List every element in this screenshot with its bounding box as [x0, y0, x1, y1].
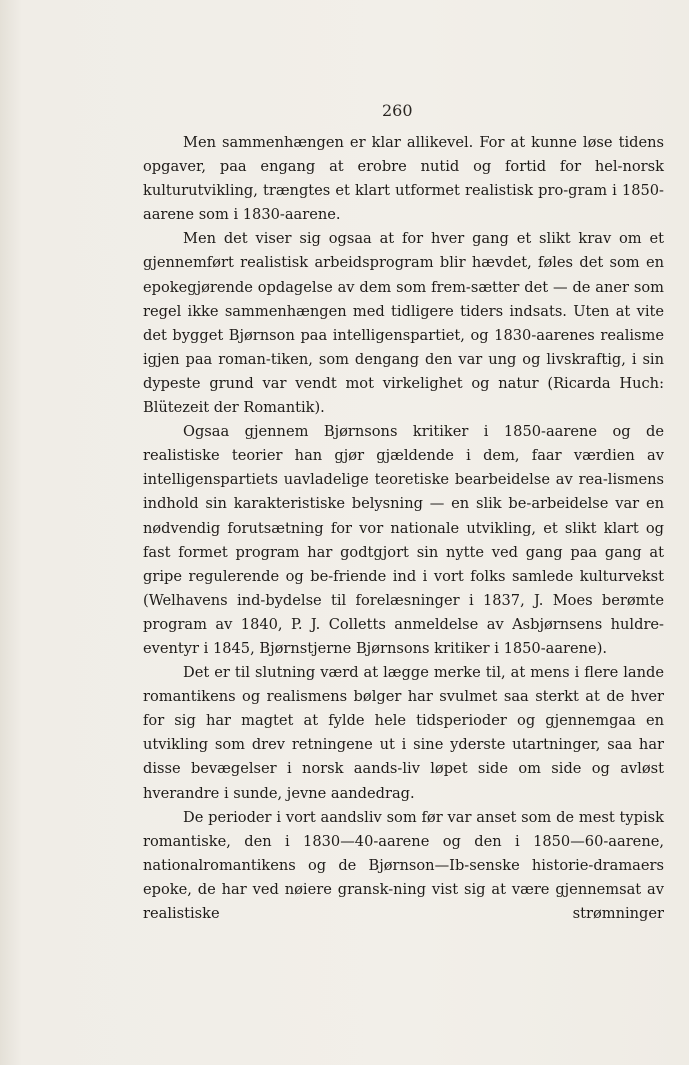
body-text: [143, 131, 664, 926]
page-number: 260: [382, 101, 413, 120]
paragraph: Ogsaa gjennem Bjørnsons kritiker i 1850-aarene og de realistiske teorier han gjør gjældende i dem, faar værdien av intelligenspartiets uavladelige teoretiske bearbeidelse av rea-lismens indhold sin karakteristiske belysning — en slik be-arbeidelse var en nødvendig forutsætning for vor nationale utvikling, et slikt klart og fast formet program har godtgjort sin nytte ved gang paa gang at gripe regulerende og be-friende ind i vort folks samlede kulturvekst (Welhavens ind-bydelse til forelæsninger i 1837, J. Moes berømte program av 1840, P. J. Colletts anmeldelse av Asbjørnsens huldre-eventyr i 1845, Bjørnstjerne Bjørnsons kritiker i 1850-aarene).: [143, 423, 664, 657]
paragraph: Men sammenhængen er klar allikevel. For at kunne løse tidens opgaver, paa engang at erobre nutid og fortid for hel-norsk kulturutvikling, trængtes et klart utformet realistisk pro-gram i 1850-aarene som i 1830-aarene.: [143, 134, 664, 224]
paragraph: De perioder i vort aandsliv som før var anset som de mest typisk romantiske, den i 1830—40-aarene og den i 1850—60-aarene, nationalromantikens og de Bjørnson—Ib-senske historie-dramaers epoke, de har ved nøiere gransk-ning vist sig at være gjennemsat av realistiske strømninger: [143, 808, 664, 922]
paragraph: Men det viser sig ogsaa at for hver gang et slikt krav om et gjennemført realistisk arbeidsprogram blir hævdet, føles det som en epokegjørende opdagelse av dem som frem-sætter det — de aner som regel ikke sammenhængen med tidligere tiders indsats. Uten at vite det bygget Bjørnson paa intelligenspartiet, og 1830-aarenes realisme igjen paa roman-tiken, som dengang den var ung og livskraftig, i sin dypeste grund var vendt mot virkelighet og natur (Ricarda Huch: Blütezeit der Romantik).: [143, 230, 664, 417]
paragraph: Det er til slutning værd at lægge merke til, at mens i flere lande romantikens og realismens bølger har svulmet saa sterkt at de hver for sig har magtet at fylde hele tidsperioder og gjennemgaa en utvikling som drev retningene ut i sine yderste utartninger, saa har disse bevægelser i norsk aands-liv løpet side om side og avløst hverandre i sunde, jevne aandedrag.: [143, 664, 664, 802]
